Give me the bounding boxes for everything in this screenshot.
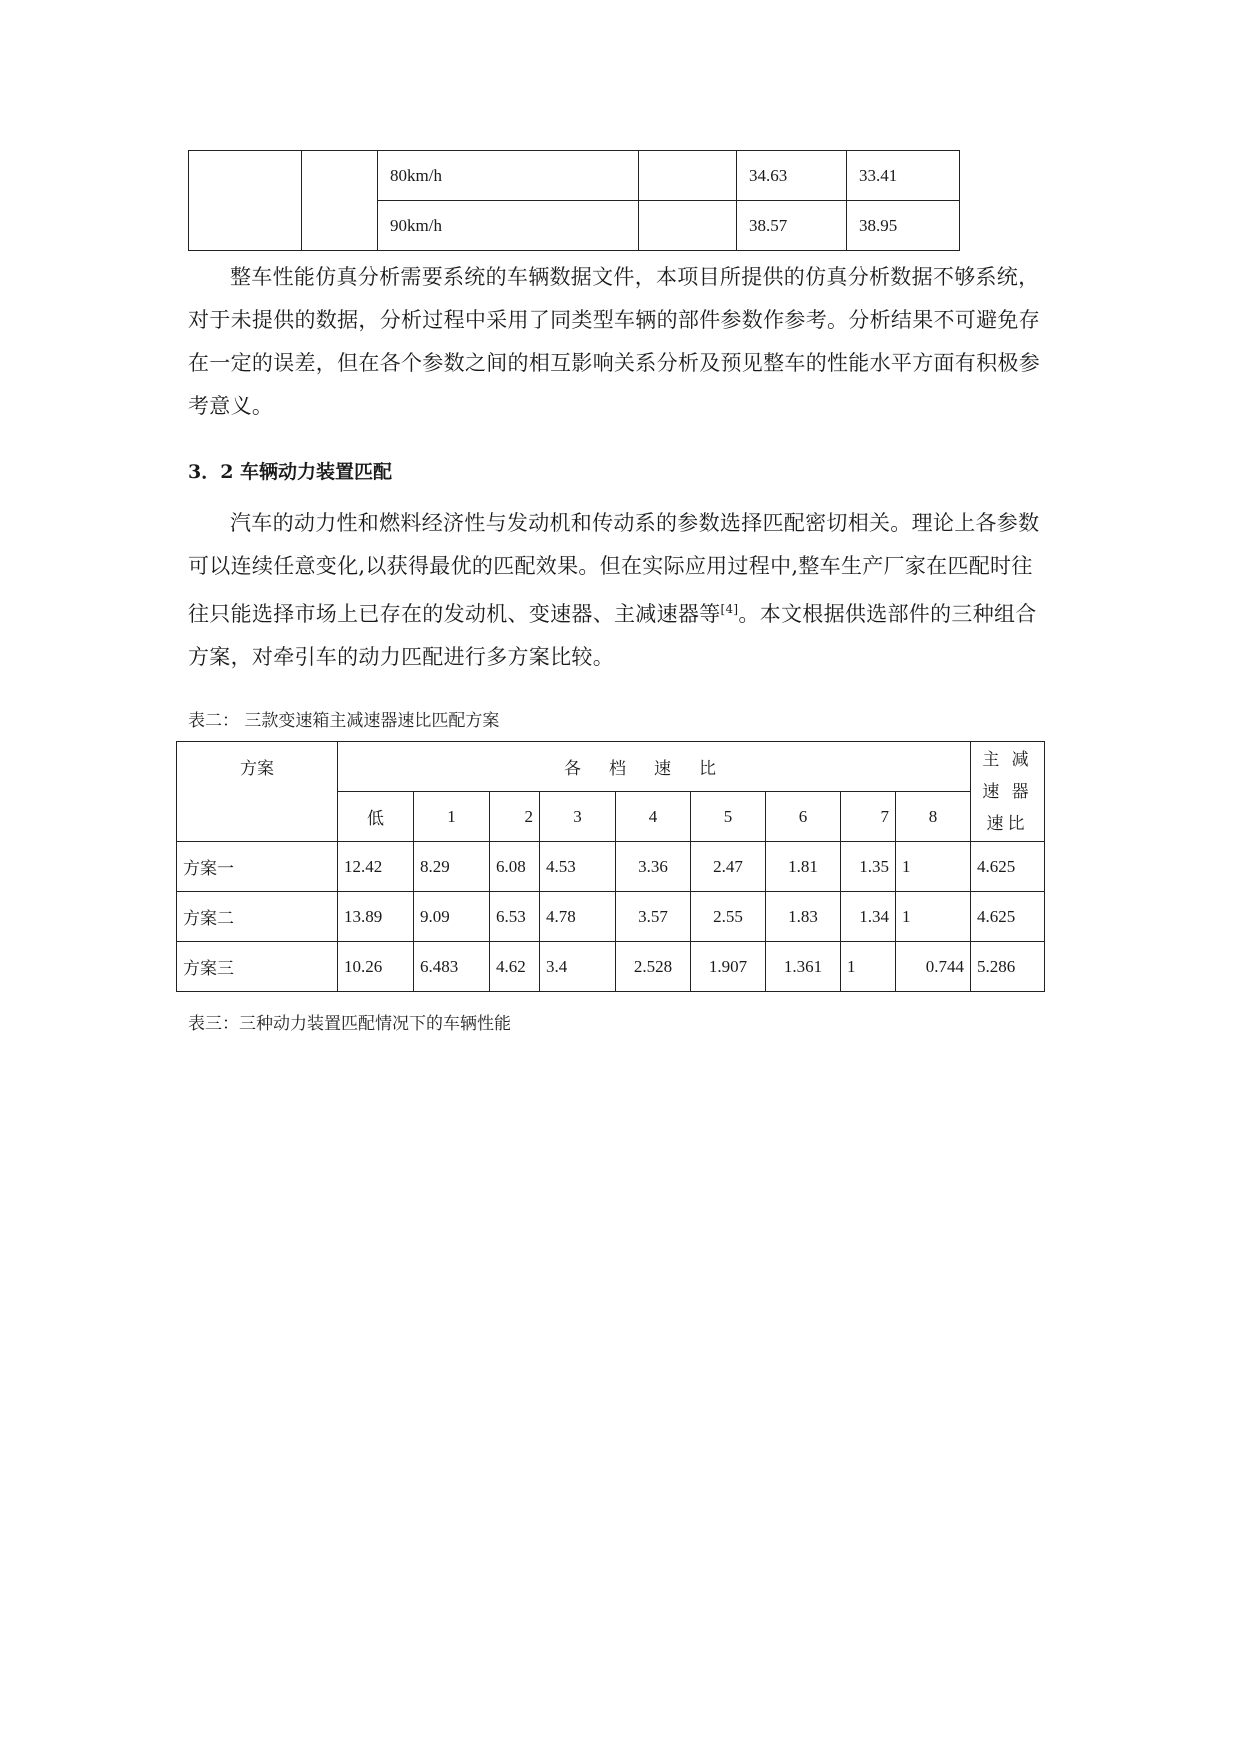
ratio-cell: 8.29 — [414, 842, 490, 892]
final-drive-cell: 5.286 — [971, 942, 1045, 992]
paragraph-line: 可以连续任意变化,以获得最优的匹配效果。但在实际应用过程中,整车生产厂家在匹配时往 — [188, 554, 1033, 578]
gear-header: 低 — [338, 792, 414, 842]
ratio-cell: 12.42 — [338, 842, 414, 892]
table-cell-empty — [189, 151, 302, 251]
paragraph-simulation-note — [188, 256, 1050, 428]
ratio-cell: 1 — [841, 942, 896, 992]
table-row — [177, 892, 1045, 942]
gear-header: 4 — [616, 792, 691, 842]
ratio-cell: 4.53 — [540, 842, 616, 892]
ratio-cell: 1.35 — [841, 842, 896, 892]
ratio-cell: 9.09 — [414, 892, 490, 942]
table-row — [177, 942, 1045, 992]
value-cell: 34.63 — [737, 151, 847, 201]
header-final-drive — [971, 742, 1045, 842]
top-table-fragment — [188, 150, 960, 251]
gear-header: 3 — [540, 792, 616, 842]
ratio-cell: 1.34 — [841, 892, 896, 942]
value-cell: 38.95 — [847, 201, 960, 251]
header-final-line: 速 器 — [982, 781, 1033, 801]
gear-header: 5 — [691, 792, 766, 842]
table-cell-empty — [639, 201, 737, 251]
speed-cell: 80km/h — [378, 151, 639, 201]
paragraph-text: 往只能选择市场上已存在的发动机、变速器、主减速器等 — [188, 602, 721, 626]
ratio-cell: 2.55 — [691, 892, 766, 942]
ratio-cell: 4.78 — [540, 892, 616, 942]
paragraph-text: 。本文根据供选部件的三种组合 — [738, 602, 1037, 626]
header-scheme: 方案 — [177, 742, 338, 842]
table-cell-empty — [302, 151, 378, 251]
gear-ratio-table — [176, 741, 1045, 992]
paragraph-line: 汽车的动力性和燃料经济性与发动机和传动系的参数选择匹配密切相关。理论上各参数 — [230, 511, 1040, 535]
paragraph-line: 整车性能仿真分析需要系统的车辆数据文件，本项目所提供的仿真分析数据不够系统， — [230, 265, 1040, 289]
ratio-cell: 3.57 — [616, 892, 691, 942]
ratio-cell: 1.907 — [691, 942, 766, 992]
table2-caption: 表二： 三款变速箱主减速器速比匹配方案 — [188, 711, 500, 731]
ratio-cell: 13.89 — [338, 892, 414, 942]
ratio-cell: 1.81 — [766, 842, 841, 892]
final-drive-cell: 4.625 — [971, 892, 1045, 942]
final-drive-cell: 4.625 — [971, 842, 1045, 892]
table-cell-empty — [639, 151, 737, 201]
ratio-cell: 2.528 — [616, 942, 691, 992]
value-cell: 38.57 — [737, 201, 847, 251]
scheme-name: 方案一 — [177, 842, 338, 892]
ratio-cell: 3.4 — [540, 942, 616, 992]
gear-header: 8 — [896, 792, 971, 842]
ratio-cell: 0.744 — [896, 942, 971, 992]
header-final-line: 主 减 — [982, 749, 1033, 769]
ratio-cell: 2.47 — [691, 842, 766, 892]
value-cell: 33.41 — [847, 151, 960, 201]
table-row — [189, 151, 960, 201]
ratio-cell: 1 — [896, 842, 971, 892]
ratio-cell: 1.361 — [766, 942, 841, 992]
gear-header: 7 — [841, 792, 896, 842]
ratio-cell: 6.483 — [414, 942, 490, 992]
paragraph-line: 在一定的误差，但在各个参数之间的相互影响关系分析及预见整车的性能水平方面有积极参 — [188, 351, 1040, 375]
scheme-name: 方案三 — [177, 942, 338, 992]
speed-cell: 90km/h — [378, 201, 639, 251]
paragraph-line: 对于未提供的数据，分析过程中采用了同类型车辆的部件参数作参考。分析结果不可避免存 — [188, 308, 1040, 332]
ratio-cell: 1.83 — [766, 892, 841, 942]
paragraph-line: 考意义。 — [188, 394, 274, 418]
paragraph-line — [188, 588, 1050, 636]
section-heading: 3．2 车辆动力装置匹配 — [188, 461, 393, 483]
paragraph-line: 方案，对牵引车的动力匹配进行多方案比较。 — [188, 645, 614, 669]
ratio-cell: 6.08 — [490, 842, 540, 892]
gear-header: 6 — [766, 792, 841, 842]
header-final-line: 速比 — [986, 813, 1029, 833]
ratio-cell: 4.62 — [490, 942, 540, 992]
ratio-cell: 1 — [896, 892, 971, 942]
table-row — [177, 842, 1045, 892]
citation-reference: [4] — [720, 602, 739, 616]
table3-caption: 表三：三种动力装置匹配情况下的车辆性能 — [188, 1014, 511, 1034]
gear-header: 2 — [490, 792, 540, 842]
scheme-name: 方案二 — [177, 892, 338, 942]
header-gear-ratios: 各档速比 — [338, 742, 971, 792]
ratio-cell: 3.36 — [616, 842, 691, 892]
ratio-cell: 10.26 — [338, 942, 414, 992]
table-header-row — [177, 742, 1045, 792]
paragraph-powertrain-matching — [188, 502, 1050, 679]
gear-header: 1 — [414, 792, 490, 842]
ratio-cell: 6.53 — [490, 892, 540, 942]
